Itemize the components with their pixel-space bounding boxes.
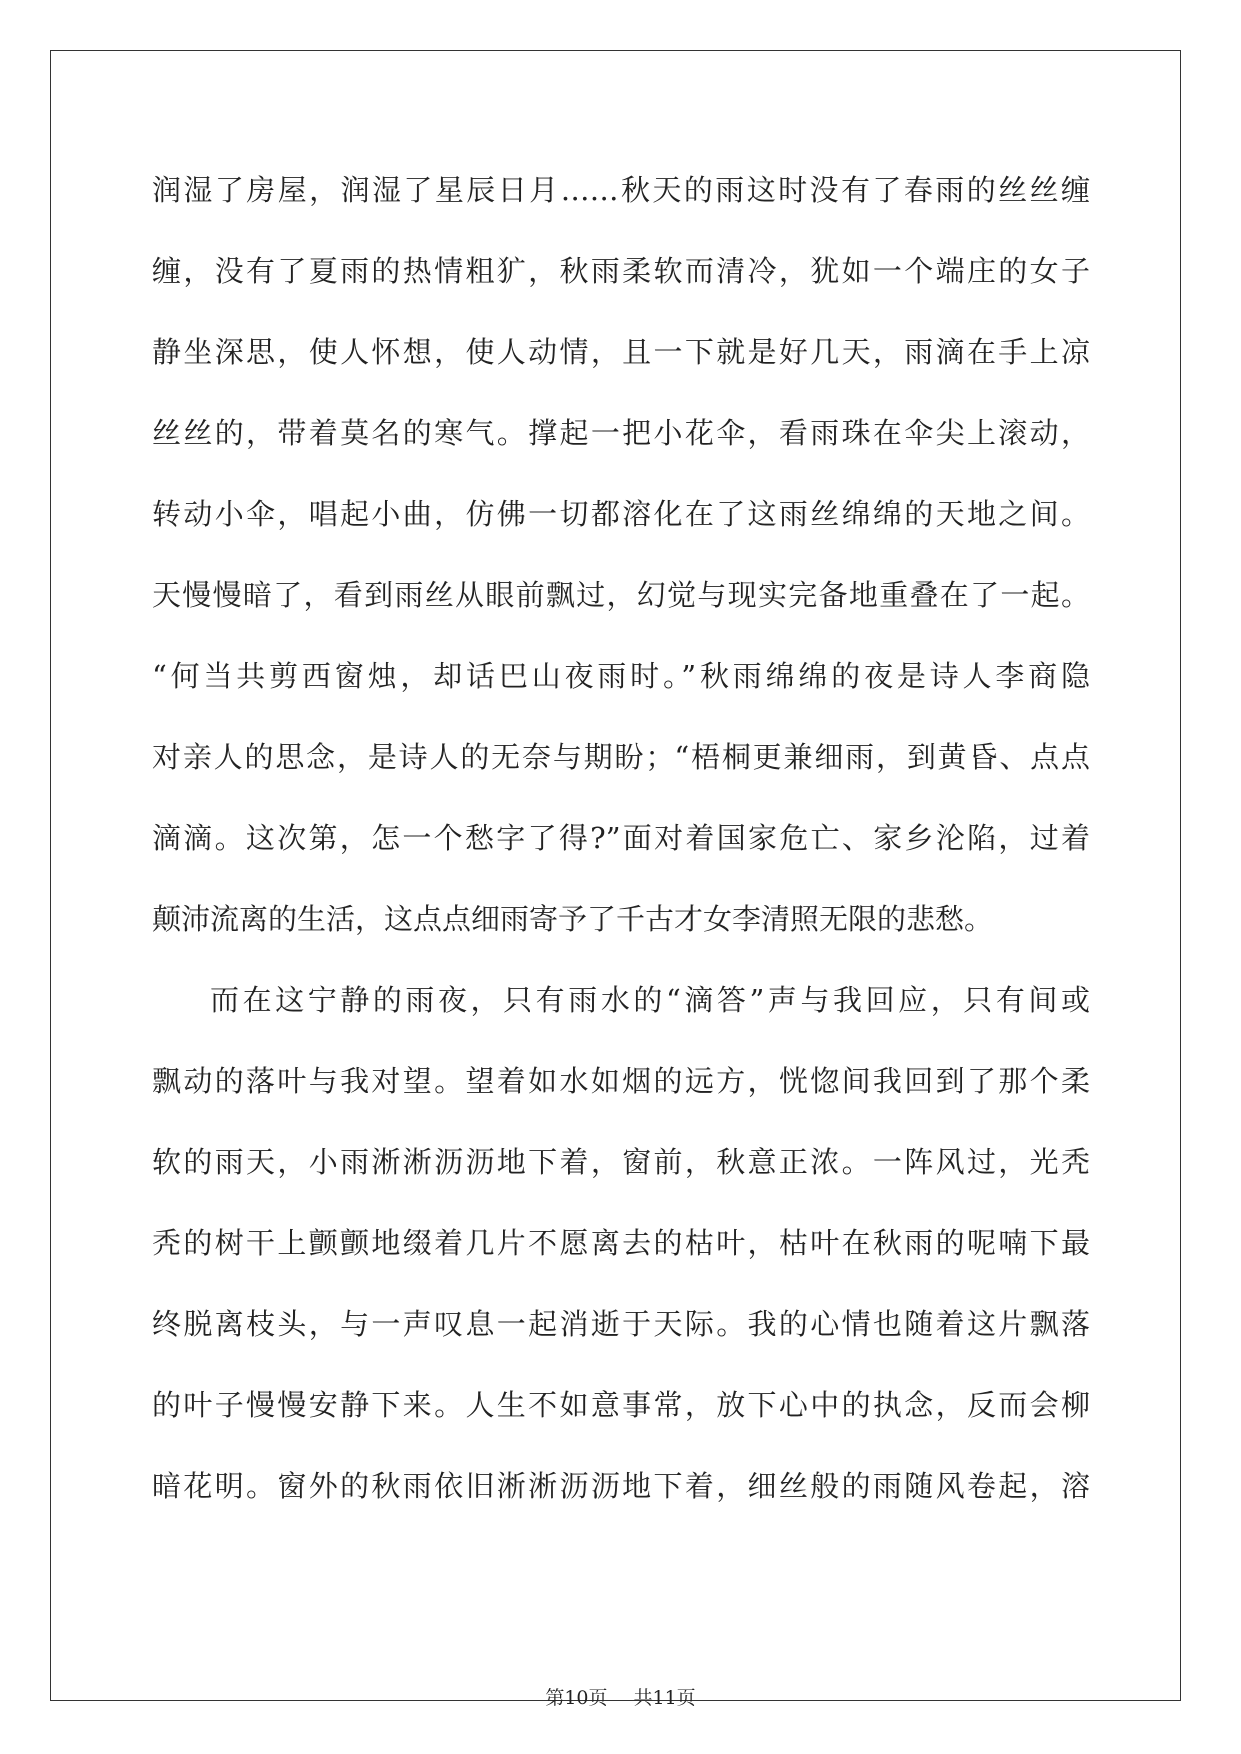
text-line: 的叶子慢慢安静下来。人生不如意事常，放下心中的执念，反而会柳 (152, 1388, 1090, 1422)
document-body (152, 163, 1090, 1540)
text-line: 对亲人的思念，是诗人的无奈与期盼；“梧桐更兼细雨，到黄昏、点点 (152, 740, 1090, 774)
text-line: 润湿了房屋，润湿了星辰日月……秋天的雨这时没有了春雨的丝丝缠 (152, 173, 1090, 207)
text-line: “何当共剪西窗烛，却话巴山夜雨时。”秋雨绵绵的夜是诗人李商隐 (152, 659, 1090, 693)
text-line: 软的雨天，小雨淅淅沥沥地下着，窗前，秋意正浓。一阵风过，光秃 (152, 1145, 1090, 1179)
text-line: 暗花明。窗外的秋雨依旧淅淅沥沥地下着，细丝般的雨随风卷起，溶 (152, 1469, 1090, 1503)
text-line: 颠沛流离的生活，这点点细雨寄予了千古才女李清照无限的悲愁。 (152, 902, 994, 936)
text-line: 天慢慢暗了，看到雨丝从眼前飘过，幻觉与现实完备地重叠在了一起。 (152, 578, 1090, 612)
text-line: 缠，没有了夏雨的热情粗犷，秋雨柔软而清冷，犹如一个端庄的女子 (152, 254, 1090, 288)
page-number-total: 共11页 (633, 1687, 696, 1709)
text-line: 而在这宁静的雨夜，只有雨水的“滴答”声与我回应，只有间或 (210, 983, 1090, 1017)
text-line: 滴滴。这次第，怎一个愁字了得?”面对着国家危亡、家乡沦陷，过着 (152, 821, 1090, 855)
text-line: 丝丝的，带着莫名的寒气。撑起一把小花伞，看雨珠在伞尖上滚动， (152, 416, 1090, 450)
text-line: 静坐深思，使人怀想，使人动情，且一下就是好几天，雨滴在手上凉 (152, 335, 1090, 369)
page-number-current: 第10页 (545, 1687, 608, 1709)
text-line: 飘动的落叶与我对望。望着如水如烟的远方，恍惚间我回到了那个柔 (152, 1064, 1090, 1098)
text-line: 转动小伞，唱起小曲，仿佛一切都溶化在了这雨丝绵绵的天地之间。 (152, 497, 1090, 531)
text-line: 秃的树干上颤颤地缀着几片不愿离去的枯叶，枯叶在秋雨的呢喃下最 (152, 1226, 1090, 1260)
page-footer (0, 1683, 1241, 1710)
text-line: 终脱离枝头，与一声叹息一起消逝于天际。我的心情也随着这片飘落 (152, 1307, 1090, 1341)
